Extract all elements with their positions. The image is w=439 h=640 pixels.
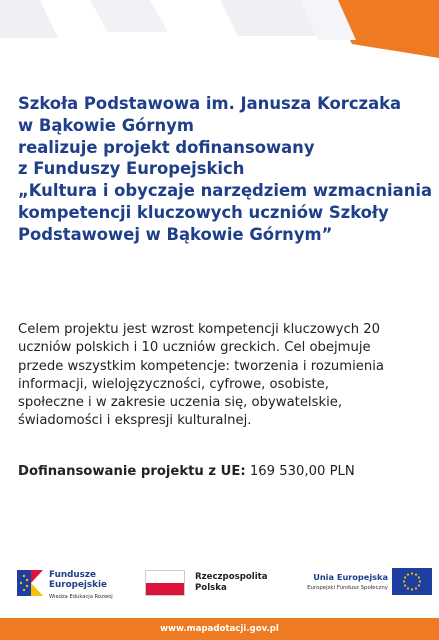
- eu-flag-icon: [392, 568, 432, 595]
- fe-subtitle: Wiedza Edukacja Rozwój: [49, 594, 113, 600]
- footer-url-link[interactable]: www.mapadotacji.gov.pl: [160, 624, 279, 634]
- ue-title: Unia Europejska: [313, 572, 388, 582]
- rp-line2: Polska: [195, 582, 227, 593]
- project-title: [18, 93, 438, 246]
- title-line: Szkoła Podstawowa im. Janusza Korczaka: [18, 94, 402, 113]
- description-line: społeczne i w zakresie uczenia się, obywatelskie,: [18, 395, 343, 411]
- rzeczpospolita-polska-logo: [145, 570, 275, 600]
- description-line: przede wszystkim kompetencje: tworzenia i rozumienia: [18, 358, 384, 374]
- funding-info: [18, 464, 355, 479]
- description-line: świadomości i ekspresji kulturalnej.: [18, 413, 252, 429]
- header-decoration: [0, 0, 439, 60]
- title-line: realizuje projekt dofinansowany: [18, 137, 315, 157]
- funding-label: Dofinansowanie projektu z UE:: [18, 464, 246, 479]
- project-description: [18, 321, 430, 431]
- title-line: z Funduszy Europejskich: [18, 159, 245, 179]
- ue-subtitle: Europejski Fundusz Społeczny: [307, 585, 388, 591]
- title-line: „Kultura i obyczaje narzędziem wzmacniania: [18, 181, 433, 201]
- title-line: w Bąkowie Górnym: [18, 115, 194, 135]
- unia-europejska-logo: [292, 568, 432, 600]
- title-line: Podstawowej w Bąkowie Górnym”: [18, 224, 333, 244]
- fe-stars-icon: [15, 566, 45, 600]
- description-line: Celem projektu jest wzrost kompetencji kluczowych 20: [18, 322, 381, 337]
- polish-flag-icon: [145, 570, 185, 596]
- rp-line1: Rzeczpospolita: [195, 572, 268, 582]
- funding-amount: 169 530,00 PLN: [249, 464, 355, 479]
- fe-line2: Europejskie: [49, 580, 108, 590]
- fundusze-europejskie-logo: [15, 566, 140, 602]
- title-line: kompetencji kluczowych uczniów Szkoły: [18, 202, 389, 222]
- description-line: informacji, wielojęzyczności, cyfrowe, osobiste,: [18, 376, 329, 392]
- footer-bar: [0, 618, 439, 640]
- logo-bar: [0, 560, 439, 610]
- description-line: uczniów polskich i 10 uczniów greckich. Cel obejmuje: [18, 340, 371, 356]
- fe-line1: Fundusze: [49, 570, 96, 580]
